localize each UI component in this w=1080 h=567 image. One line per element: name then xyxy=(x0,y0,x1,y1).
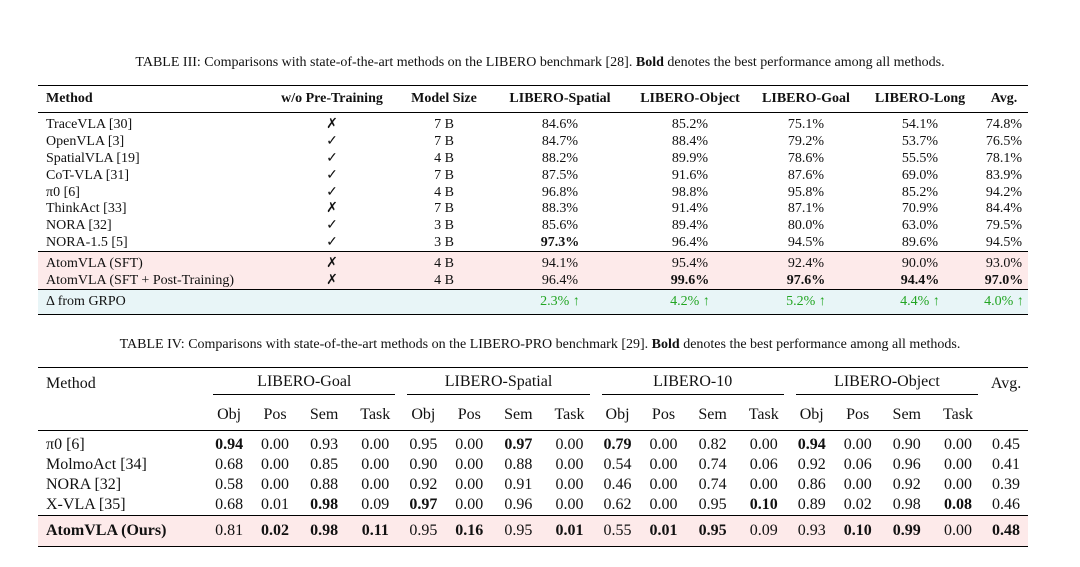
table-cell: 0.68 xyxy=(215,456,244,473)
table-cell: 0.39 xyxy=(992,476,1021,493)
table-row xyxy=(38,218,1028,235)
group-header xyxy=(401,368,595,401)
method-name: π0 [6] xyxy=(46,184,80,200)
delta-cell: 4.4% ↑ xyxy=(860,289,980,314)
method-name: X-VLA [35] xyxy=(46,496,126,513)
subcolumn-header: Pos xyxy=(263,406,287,423)
column-header: LIBERO-Spatial xyxy=(509,91,611,106)
table-cell: 94.2% xyxy=(985,184,1023,200)
table-cell: 94.4% xyxy=(860,272,980,289)
table-cell: 0.45 xyxy=(984,431,1028,456)
table-cell: 94.5% xyxy=(985,234,1023,250)
table-row xyxy=(38,151,1028,168)
table-cell: 78.1% xyxy=(985,150,1023,166)
subcolumn-header: Pos xyxy=(457,406,481,423)
table-cell: 3 B xyxy=(434,234,454,250)
table-cell: 0.00 xyxy=(649,476,678,493)
table-cell: 85.2% xyxy=(901,184,939,200)
delta-cell xyxy=(396,289,492,314)
libero-comparison-table xyxy=(38,85,1028,315)
table-cell: 99.6% xyxy=(628,272,752,289)
table-row xyxy=(38,184,1028,201)
table-cell: 0.01 xyxy=(639,516,687,547)
group-header xyxy=(596,368,790,401)
table-cell: 0.58 xyxy=(215,476,244,493)
table-cell: 97.0% xyxy=(980,272,1028,289)
table-cell: 0.85 xyxy=(310,456,339,473)
table-cell: ✗ xyxy=(326,117,338,133)
subcolumn-header: Task xyxy=(748,406,779,423)
method-name: MolmoAct [34] xyxy=(46,456,147,473)
table-cell: 7 B xyxy=(434,201,454,217)
table-cell: ✓ xyxy=(326,134,338,150)
delta-cell: 4.0% ↑ xyxy=(980,289,1028,314)
subcolumn-header: Sem xyxy=(698,406,727,423)
table-cell: 83.9% xyxy=(985,167,1023,183)
method-name: AtomVLA (Ours) xyxy=(38,516,207,547)
table-cell: 93.0% xyxy=(980,252,1028,272)
table-cell: 0.00 xyxy=(649,496,678,513)
table-cell: 91.4% xyxy=(671,201,709,217)
caption-text: TABLE III: Comparisons with state-of-the-art methods on the LIBERO benchmark [28]. xyxy=(135,55,636,70)
table-cell: 0.81 xyxy=(207,516,251,547)
table-cell: 0.02 xyxy=(843,496,872,513)
table-cell: 87.5% xyxy=(541,167,579,183)
group-label: LIBERO-Object xyxy=(796,373,978,395)
table-cell: 0.95 xyxy=(493,516,543,547)
table-cell: 4 B xyxy=(396,252,492,272)
method-name: OpenVLA [3] xyxy=(46,134,125,150)
method-name: NORA-1.5 [5] xyxy=(46,234,128,250)
table-cell: 0.09 xyxy=(738,516,790,547)
table-cell: 0.92 xyxy=(409,476,438,493)
method-name: NORA [32] xyxy=(46,218,112,234)
method-name: ThinkAct [33] xyxy=(46,201,127,217)
table-cell: 0.00 xyxy=(932,516,984,547)
table-row xyxy=(38,167,1028,184)
delta-cell xyxy=(268,289,396,314)
table-cell: 0.02 xyxy=(251,516,299,547)
table-cell: 0.46 xyxy=(603,476,632,493)
table-row xyxy=(38,134,1028,151)
table-cell: 88.3% xyxy=(541,201,579,217)
table-cell: 55.5% xyxy=(901,150,939,166)
column-header: Method xyxy=(46,91,93,106)
table-cell: 63.0% xyxy=(901,218,939,234)
column-header: Avg. xyxy=(990,91,1018,106)
table-cell: 88.4% xyxy=(671,134,709,150)
table-cell: 84.6% xyxy=(541,117,579,133)
table-cell: 96.8% xyxy=(541,184,579,200)
table-cell: 0.06 xyxy=(843,456,872,473)
table-cell: 85.6% xyxy=(541,218,579,234)
caption-text: TABLE IV: Comparisons with state-of-the-art methods on the LIBERO-PRO benchmark [29]. xyxy=(119,337,652,352)
table-cell: 0.48 xyxy=(984,516,1028,547)
table-row xyxy=(38,455,1028,475)
table-cell: 0.92 xyxy=(797,456,826,473)
table-cell: 0.00 xyxy=(843,476,872,493)
table-cell: 0.94 xyxy=(790,431,834,456)
table-cell: 4 B xyxy=(434,184,454,200)
table-cell: 0.00 xyxy=(445,431,493,456)
table-cell: 0.98 xyxy=(310,496,339,513)
table-cell: 0.00 xyxy=(555,456,584,473)
table-row xyxy=(38,431,1028,456)
table-cell: 94.1% xyxy=(492,252,628,272)
table-cell: 0.88 xyxy=(504,456,533,473)
delta-cell: 2.3% ↑ xyxy=(492,289,628,314)
table-cell: 78.6% xyxy=(787,150,825,166)
table-cell: 70.9% xyxy=(901,201,939,217)
table4-caption xyxy=(0,337,1080,353)
table-cell: 0.97 xyxy=(493,431,543,456)
subcolumn-header: Task xyxy=(942,406,973,423)
table-cell: 84.4% xyxy=(985,201,1023,217)
table-cell: 0.54 xyxy=(603,456,632,473)
table-cell: 87.6% xyxy=(787,167,825,183)
table-cell: 0.01 xyxy=(543,516,595,547)
table-cell: 0.16 xyxy=(445,516,493,547)
method-name: NORA [32] xyxy=(46,476,122,493)
table-cell: 0.00 xyxy=(555,476,584,493)
table-row xyxy=(38,475,1028,495)
column-header: w/o Pre-Training xyxy=(281,91,383,106)
table-cell: 0.92 xyxy=(892,476,921,493)
table-cell: 0.93 xyxy=(790,516,834,547)
table-cell: 0.00 xyxy=(834,431,882,456)
table-cell: 0.06 xyxy=(749,456,778,473)
table-cell: 0.08 xyxy=(943,496,972,513)
table-cell: 0.00 xyxy=(261,476,290,493)
subcolumn-header: Task xyxy=(360,406,391,423)
table-cell: 0.74 xyxy=(698,456,727,473)
table-cell: 0.79 xyxy=(596,431,640,456)
table-cell: 87.1% xyxy=(787,201,825,217)
table3-caption xyxy=(0,55,1080,71)
table-row xyxy=(38,272,1028,289)
table-row xyxy=(38,495,1028,516)
caption-text: denotes the best performance among all methods. xyxy=(663,55,945,70)
subcolumn-header: Pos xyxy=(846,406,870,423)
delta-cell: 4.2% ↑ xyxy=(628,289,752,314)
table-cell: 4 B xyxy=(434,150,454,166)
table-row xyxy=(38,252,1028,272)
table-cell: 0.94 xyxy=(207,431,251,456)
table-cell: 79.2% xyxy=(787,134,825,150)
table-cell: 88.2% xyxy=(541,150,579,166)
table-cell: 84.7% xyxy=(541,134,579,150)
table-cell: 0.90 xyxy=(882,431,932,456)
table-cell: 7 B xyxy=(434,134,454,150)
caption-bold: Bold xyxy=(635,55,664,70)
subcolumn-header: Task xyxy=(554,406,585,423)
table-cell: 0.96 xyxy=(504,496,533,513)
table-cell: 76.5% xyxy=(985,134,1023,150)
table-cell: 0.91 xyxy=(504,476,533,493)
table-cell: ✓ xyxy=(326,234,338,250)
table-cell: 91.6% xyxy=(671,167,709,183)
table-cell: 0.00 xyxy=(455,476,484,493)
table-cell: 54.1% xyxy=(901,117,939,133)
table-cell: 92.4% xyxy=(752,252,860,272)
table-cell: 0.00 xyxy=(555,496,584,513)
table-cell: ✓ xyxy=(326,218,338,234)
table-cell: 0.46 xyxy=(992,496,1021,513)
method-name: π0 [6] xyxy=(38,431,207,456)
table-cell: 0.00 xyxy=(943,476,972,493)
table-cell: 0.01 xyxy=(261,496,290,513)
table-cell: 0.00 xyxy=(543,431,595,456)
table-cell: 0.95 xyxy=(698,496,727,513)
table-cell: 96.4% xyxy=(671,234,709,250)
table-cell: ✗ xyxy=(268,252,396,272)
table-cell: 0.10 xyxy=(749,496,778,513)
table-cell: 53.7% xyxy=(901,134,939,150)
subcolumn-header: Obj xyxy=(605,406,630,423)
method-name: AtomVLA (SFT + Post-Training) xyxy=(38,272,268,289)
table-cell: 0.96 xyxy=(892,456,921,473)
method-name: TraceVLA [30] xyxy=(46,117,133,133)
table-cell: 0.62 xyxy=(603,496,632,513)
table-cell: 0.41 xyxy=(992,456,1021,473)
libero-pro-comparison-table xyxy=(38,367,1028,547)
table-cell: ✗ xyxy=(326,201,338,217)
subcolumn-header: Sem xyxy=(892,406,921,423)
table-cell: 0.10 xyxy=(834,516,882,547)
column-header: LIBERO-Object xyxy=(640,91,740,106)
table-cell: 69.0% xyxy=(901,167,939,183)
table-cell: 80.0% xyxy=(787,218,825,234)
table-cell: 0.00 xyxy=(261,456,290,473)
table-cell: 94.5% xyxy=(787,234,825,250)
column-header: LIBERO-Goal xyxy=(762,91,850,106)
table-row xyxy=(38,235,1028,252)
table-cell: 0.98 xyxy=(299,516,349,547)
table-cell: 95.4% xyxy=(628,252,752,272)
table-cell: 7 B xyxy=(434,117,454,133)
caption-text: denotes the best performance among all methods. xyxy=(679,337,961,352)
table-cell: 0.95 xyxy=(401,431,445,456)
table-cell: 0.00 xyxy=(639,431,687,456)
column-header: Method xyxy=(46,375,96,392)
table-cell: 0.00 xyxy=(361,456,390,473)
table-cell: 0.00 xyxy=(738,431,790,456)
table-cell: 0.89 xyxy=(797,496,826,513)
table-cell: 0.09 xyxy=(361,496,390,513)
table-cell: ✓ xyxy=(326,184,338,200)
table-cell: 98.8% xyxy=(671,184,709,200)
delta-row xyxy=(38,289,1028,314)
table-cell: 0.90 xyxy=(409,456,438,473)
table-cell: 0.00 xyxy=(749,476,778,493)
table-cell: ✓ xyxy=(326,167,338,183)
table-cell: 75.1% xyxy=(787,117,825,133)
table-cell: 97.3% xyxy=(540,234,580,250)
group-label: LIBERO-Goal xyxy=(213,373,395,395)
table-cell: 0.00 xyxy=(943,456,972,473)
table-cell: 0.93 xyxy=(299,431,349,456)
table-row xyxy=(38,113,1028,134)
method-name: SpatialVLA [19] xyxy=(46,150,140,166)
delta-cell: 5.2% ↑ xyxy=(752,289,860,314)
group-header xyxy=(207,368,401,401)
table-cell: 95.8% xyxy=(787,184,825,200)
empty-cell xyxy=(984,400,1028,431)
table-cell: ✗ xyxy=(268,272,396,289)
table-cell: 79.5% xyxy=(985,218,1023,234)
table-cell: 90.0% xyxy=(860,252,980,272)
table-cell: 0.00 xyxy=(251,431,299,456)
group-header-row xyxy=(38,368,1028,401)
table-cell: 96.4% xyxy=(492,272,628,289)
subcolumn-header: Obj xyxy=(411,406,436,423)
table-cell: ✓ xyxy=(326,150,338,166)
column-header: LIBERO-Long xyxy=(874,91,966,106)
table-cell: 3 B xyxy=(434,218,454,234)
method-name: CoT-VLA [31] xyxy=(46,167,130,183)
table-cell: 0.00 xyxy=(649,456,678,473)
table-cell: 97.6% xyxy=(752,272,860,289)
table-cell: 7 B xyxy=(434,167,454,183)
table-cell: 89.6% xyxy=(901,234,939,250)
table-cell: 4 B xyxy=(396,272,492,289)
table-cell: 0.95 xyxy=(688,516,738,547)
table-cell: 0.95 xyxy=(401,516,445,547)
subcolumn-header: Sem xyxy=(504,406,533,423)
method-name: AtomVLA (SFT) xyxy=(38,252,268,272)
table-cell: 0.74 xyxy=(698,476,727,493)
table-cell: 89.9% xyxy=(671,150,709,166)
column-header: Avg. xyxy=(990,375,1022,392)
table-cell: 0.97 xyxy=(409,496,438,513)
table-cell: 0.99 xyxy=(882,516,932,547)
subcolumn-header: Sem xyxy=(309,406,339,423)
subcolumn-header: Pos xyxy=(651,406,676,423)
table-cell: 0.98 xyxy=(892,496,921,513)
table-cell: 0.11 xyxy=(349,516,401,547)
table-cell: 74.8% xyxy=(985,117,1023,133)
table-cell: 0.00 xyxy=(932,431,984,456)
group-label: LIBERO-Spatial xyxy=(407,373,589,395)
caption-bold: Bold xyxy=(651,337,680,352)
table-cell: 0.55 xyxy=(596,516,640,547)
table-row xyxy=(38,201,1028,218)
table-cell: 89.4% xyxy=(671,218,709,234)
table-cell: 0.00 xyxy=(455,496,484,513)
subcolumn-header: Obj xyxy=(799,406,824,423)
table-cell: 0.00 xyxy=(361,476,390,493)
table-cell: 0.00 xyxy=(349,431,401,456)
table-cell: 0.68 xyxy=(215,496,244,513)
table-cell: 0.00 xyxy=(455,456,484,473)
group-label: LIBERO-10 xyxy=(602,373,784,395)
table-cell: 0.88 xyxy=(310,476,339,493)
table-cell: 0.82 xyxy=(688,431,738,456)
group-header xyxy=(790,368,984,401)
method-name: Δ from GRPO xyxy=(38,289,268,314)
table-cell: 0.86 xyxy=(797,476,826,493)
empty-cell xyxy=(38,400,207,431)
column-header: Model Size xyxy=(411,91,477,106)
subcolumn-header: Obj xyxy=(217,406,242,423)
ours-row xyxy=(38,516,1028,547)
subheader-row xyxy=(38,400,1028,431)
table-cell: 85.2% xyxy=(671,117,709,133)
